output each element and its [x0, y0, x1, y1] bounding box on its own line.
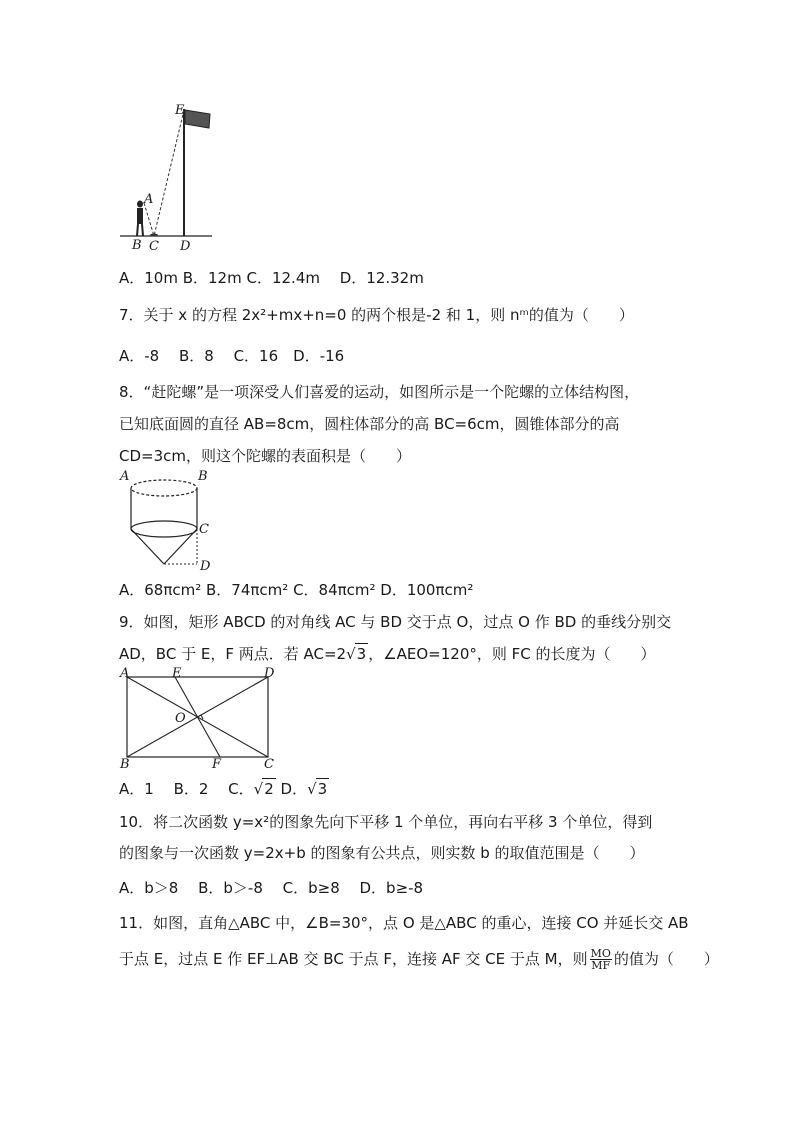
- person-body: [137, 208, 143, 224]
- label-d: D: [264, 667, 275, 681]
- q8-stem-line3: CD=3cm，则这个陀螺的表面积是（ ）: [119, 447, 411, 465]
- label-a: A: [144, 192, 154, 207]
- cone-left-edge: [131, 529, 164, 564]
- q9-options: A．1 B．2 C．√2 D．√3: [119, 780, 328, 798]
- spinning-top-figure: [118, 468, 218, 576]
- sqrt-symbol: √: [346, 645, 356, 663]
- label-a: A: [120, 469, 130, 484]
- label-d: D: [180, 239, 191, 254]
- q9-stem-line1: 9．如图，矩形 ABCD 的对角线 AC 与 BD 交于点 O，过点 O 作 BD 的垂线分别交: [119, 613, 672, 631]
- q7-stem: 7．关于 x 的方程 2x²+mx+n=0 的两个根是-2 和 1，则 nᵐ的值为（ ）: [119, 306, 634, 324]
- top-ellipse: [131, 480, 197, 496]
- q11-stem-line2: 于点 E，过点 E 作 EF⊥AB 交 BC 于点 F，连接 AF 交 CE 于点 M，则 $\frac{MO}{MF}$ 的值为（ ）: [119, 947, 719, 972]
- flag: [185, 110, 210, 128]
- q8-stem-line1: 8．“赶陀螺”是一项深受人们喜爱的运动，如图所示是一个陀螺的立体结构图，: [119, 383, 640, 401]
- bottom-ellipse-front: [131, 529, 197, 537]
- q7-options: A．-8 B．8 C．16 D．-16: [119, 347, 345, 365]
- sight-line-ec: [154, 110, 184, 236]
- label-c: C: [199, 522, 209, 537]
- label-c: C: [149, 239, 159, 254]
- q8-options: A．68πcm² B．74πcm² C．84πcm² D．100πcm²: [119, 581, 474, 599]
- rectangle-figure: [118, 667, 278, 772]
- mirror: [150, 234, 158, 237]
- label-e: E: [172, 667, 182, 681]
- sight-line-ac: [144, 203, 154, 236]
- person-leg: [137, 224, 138, 236]
- label-e: E: [175, 103, 185, 118]
- q8-stem-line2: 已知底面圆的直径 AB=8cm，圆柱体部分的高 BC=6cm，圆锥体部分的高: [119, 415, 620, 433]
- q9-stem-line2: AD，BC 于 E，F 两点．若 AC=2√3 ，∠AEO=120°，则 FC 的长度为（ ）: [119, 645, 656, 663]
- label-b: B: [198, 469, 208, 484]
- label-f: F: [212, 757, 222, 772]
- label-b: B: [120, 757, 130, 772]
- label-d: D: [200, 559, 211, 574]
- person-head: [137, 201, 143, 208]
- q11-stem-line1: 11．如图，直角△ABC 中，∠B=30°，点 O 是△ABC 的重心，连接 CO 并延长交 AB: [119, 914, 689, 932]
- label-c: C: [264, 757, 274, 772]
- q6-options: A．10m B．12m C．12.4m D．12.32m: [119, 269, 424, 287]
- flagpole-figure: [118, 100, 216, 255]
- q10-stem-line1: 10．将二次函数 y=x²的图象先向下平移 1 个单位，再向右平移 3 个单位，得到: [119, 813, 653, 831]
- label-a: A: [120, 667, 130, 681]
- label-o: O: [175, 711, 186, 726]
- fraction-mo-mf: $\frac{MO}{MF}$: [590, 947, 611, 972]
- cone-right-edge: [164, 529, 197, 564]
- q10-stem-line2: 的图象与一次函数 y=2x+b 的图象有公共点，则实数 b 的取值范围是（ ）: [119, 844, 645, 862]
- person-leg: [142, 224, 143, 236]
- bottom-ellipse-back: [131, 521, 197, 529]
- label-b: B: [132, 238, 142, 253]
- q10-options: A．b＞8 B．b＞-8 C．b≥8 D．b≥-8: [119, 879, 424, 897]
